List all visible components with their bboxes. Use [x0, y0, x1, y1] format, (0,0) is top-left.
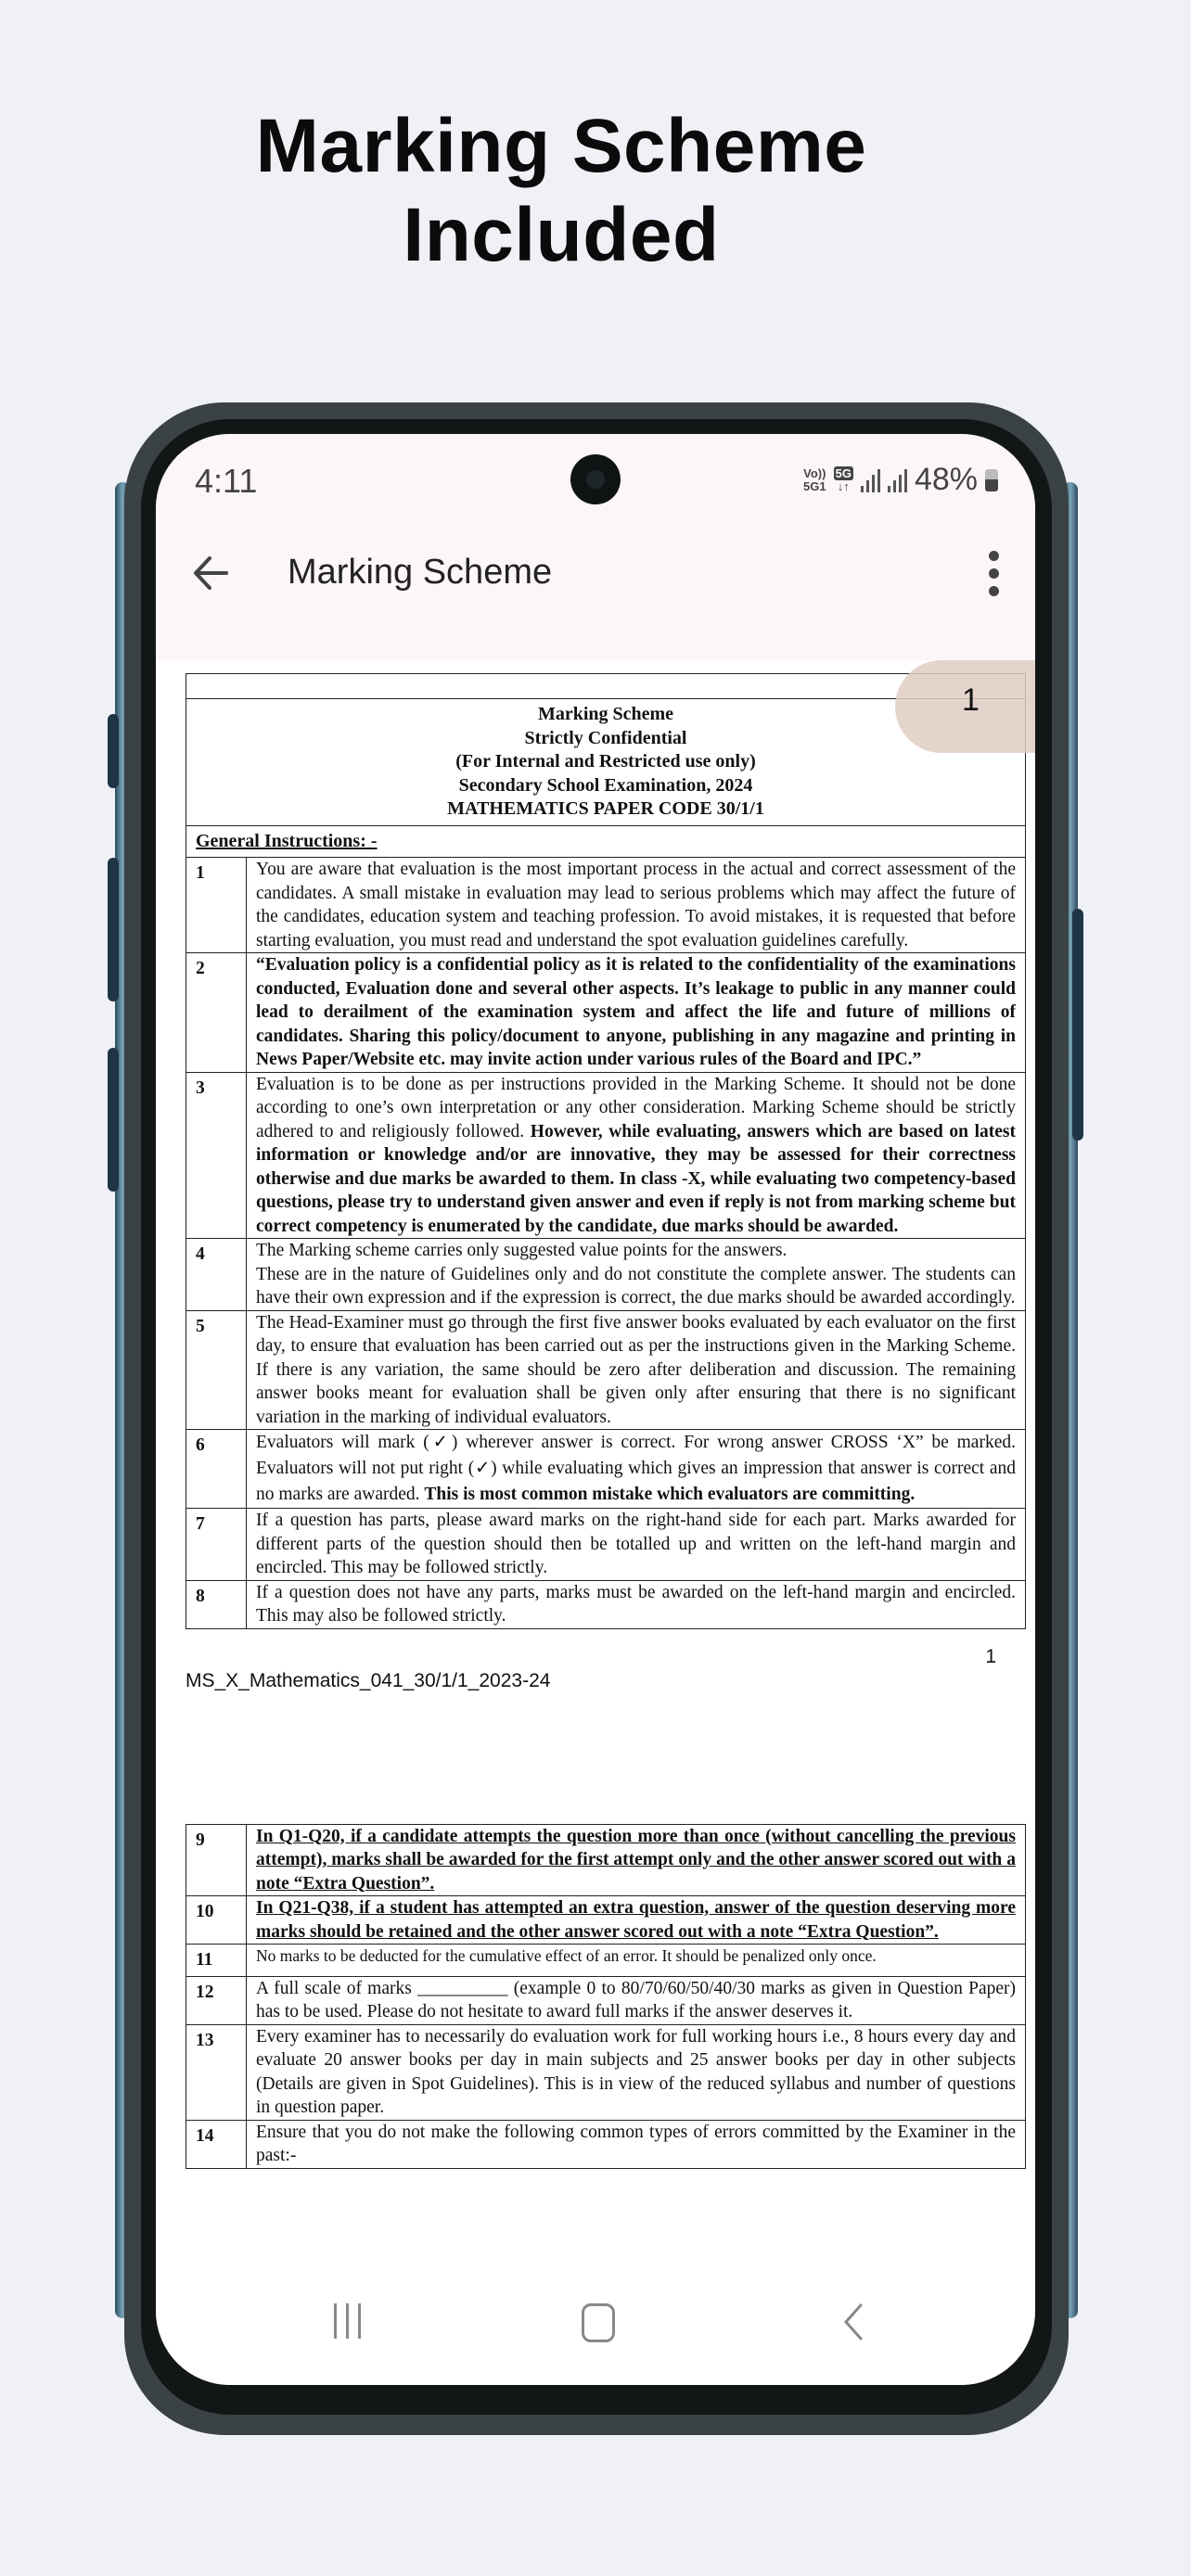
home-button[interactable]	[582, 2303, 615, 2342]
signal-icon-sim1	[861, 468, 880, 492]
front-camera	[570, 454, 621, 504]
instruction-row: 7 If a question has parts, please award marks on the right-hand side for each part. Marks awarded for different parts of the question should then be totalled up and written on the left-hand margin and encircled. This may be followed strictly.	[186, 1509, 1026, 1581]
5g-data-icon: 5G ↓↑	[835, 465, 852, 493]
instruction-row: 11 No marks to be deducted for the cumulative effect of an error. It should be penalized only once.	[186, 1945, 1026, 1977]
signal-icon-sim2	[888, 468, 907, 492]
phone-side-button	[108, 714, 119, 788]
status-icons	[803, 462, 998, 498]
footer-page-number: 1	[985, 1645, 996, 1667]
page-number-indicator: 1	[895, 660, 1035, 753]
battery-icon	[985, 469, 998, 491]
page-break	[186, 1722, 1026, 1824]
instruction-row: 4 The Marking scheme carries only suggested value points for the answers. These are in the nature of Guidelines only and do not constitute the complete answer. The students can have their own expression and if the expression is correct, the due marks should be awarded accordingly.	[186, 1239, 1026, 1311]
more-vert-icon	[989, 551, 999, 561]
system-nav-bar	[156, 2274, 1035, 2385]
instruction-row: 13 Every examiner has to necessarily do evaluation work for full working hours i.e., 8 hours every day and evaluate 20 answer books per day in main subjects and 25 answer books per day in other subjects (Details are given in Spot Guidelines). This is in view of the reduced syllabus and number of questions in question paper.	[186, 2024, 1026, 2120]
pdf-document-view[interactable]	[186, 673, 1026, 2169]
headline-line-1: Marking Scheme	[255, 104, 867, 188]
headline-line-2: Included	[403, 193, 720, 277]
instruction-row: 2 “Evaluation policy is a confidential policy as it is related to the confidentiality of the examinations conducted, Evaluation done and several other aspects. It’s leakage to public in any manner could lead to derailment of the examination system and affect the life and future of millions of candidates. Sharing this policy/document to anyone, publishing in any magazine and printing in News Paper/Website etc. may invite action under various rules of the Board and IPC.”	[186, 953, 1026, 1073]
recents-icon	[334, 2303, 337, 2339]
phone-screen	[156, 434, 1035, 2385]
battery-percent: 48%	[914, 462, 978, 497]
status-time: 4:11	[195, 462, 258, 500]
instruction-row: 12 A full scale of marks __________ (example 0 to 80/70/60/50/40/30 marks as given in Question Paper) has to be used. Please do not hesitate to award full marks if the answer deserves it.	[186, 1976, 1026, 2024]
instruction-row: 6 Evaluators will mark (✓) wherever answer is correct. For wrong answer CROSS ‘X” be marked. Evaluators will not put right (✓) while evaluating which gives an impression that answer is correct and no marks are awarded. This is most common mistake which evaluators are committing.	[186, 1430, 1026, 1509]
page-title: Marking Scheme	[288, 553, 553, 592]
instruction-row: 5 The Head-Examiner must go through the first five answer books evaluated by each evaluator on the first day, to ensure that evaluation has been carried out as per the instructions given in the Marking Scheme. If there is any variation, the same should be zero after deliberation and discussion. The remaining answer books meant for evaluation shall be given only after ensuring that there is no significant variation in the marking of individual evaluators.	[186, 1310, 1026, 1430]
phone-power-button	[1072, 909, 1083, 1141]
instruction-row: 8 If a question does not have any parts, marks must be awarded on the left-hand margin and encircled. This may also be followed strictly.	[186, 1580, 1026, 1628]
back-icon	[835, 2302, 872, 2342]
instructions-table-page-1	[186, 673, 1026, 1629]
instruction-row: 14 Ensure that you do not make the following common types of errors committed by the Examiner in the past:-	[186, 2120, 1026, 2168]
instructions-table-page-2	[186, 1824, 1026, 2169]
back-button[interactable]	[184, 545, 239, 601]
document-header: Marking Scheme Strictly Confidential (For Internal and Restricted use only) Secondary School Examination, 2024 MATHEMATICS PAPER CODE 30/1/1	[186, 699, 1026, 826]
app-top-bar	[156, 434, 1035, 660]
footer-document-code: MS_X_Mathematics_041_30/1/1_2023-24	[186, 1669, 551, 1691]
recents-button[interactable]	[334, 2303, 361, 2339]
more-options-button[interactable]	[980, 545, 1007, 601]
instruction-row: 3 Evaluation is to be done as per instructions provided in the Marking Scheme. It should not be done according to one’s own interpretation or any other consideration. Marking Scheme should be strictly adhered to and religiously followed. However, while evaluating, answers which are based on latest information or knowledge and/or are innovative, they may be assessed for their correctness otherwise and due marks be awarded to them. In class -X, while evaluating two competency-based questions, please try to understand given answer and even if reply is not from marking scheme but correct competency is enumerated by the candidate, due marks should be awarded.	[186, 1072, 1026, 1239]
phone-volume-up	[108, 858, 119, 1001]
promo-headline	[0, 102, 1122, 280]
instruction-row: 10 In Q21-Q38, if a student has attempted an extra question, answer of the question deserving more marks should be retained and the other answer scored out with a note “Extra Question”.	[186, 1896, 1026, 1945]
general-instructions-label: General Instructions: -	[186, 825, 1026, 858]
volte-icon: Vo)) 5G1	[803, 465, 826, 493]
page-footer	[186, 1629, 1026, 1722]
instruction-row: 1 You are aware that evaluation is the most important process in the actual and correct assessment of the candidates. A small mistake in evaluation may lead to serious problems which may affect the future of the candidates, education system and teaching profession. To avoid mistakes, it is requested that before starting evaluation, you must read and understand the spot evaluation guidelines carefully.	[186, 858, 1026, 953]
phone-volume-down	[108, 1048, 119, 1192]
instruction-row: 9 In Q1-Q20, if a candidate attempts the question more than once (without cancelling the previous attempt), marks shall be awarded for the first attempt only and the other answer scored out with a note “Extra Question”.	[186, 1824, 1026, 1896]
nav-back-button[interactable]	[835, 2302, 872, 2342]
arrow-left-icon	[184, 545, 239, 601]
